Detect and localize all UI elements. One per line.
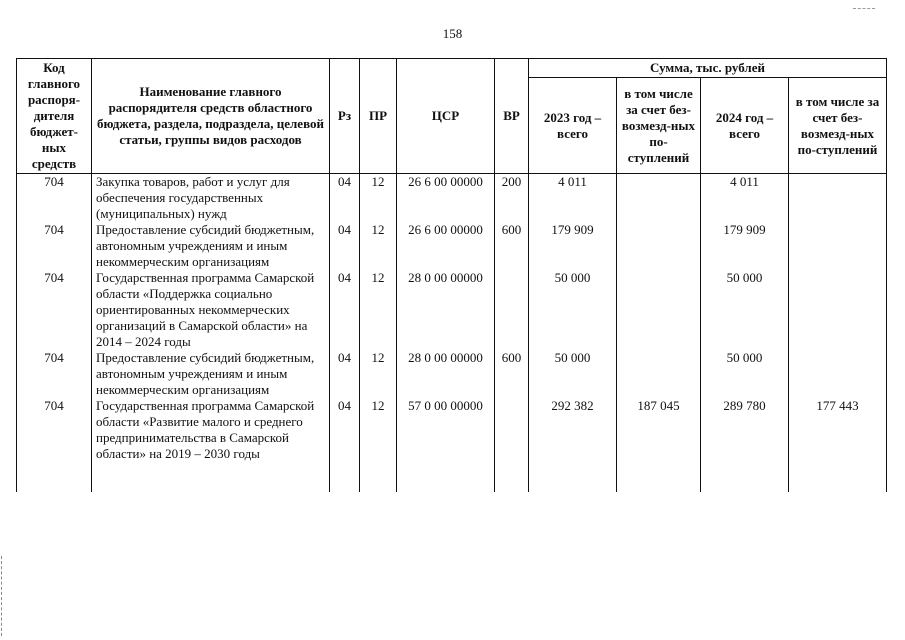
cell-code: 704 xyxy=(17,174,92,223)
cell-csr: 28 0 00 00000 xyxy=(397,270,495,350)
table-row xyxy=(17,270,887,350)
cell-pr: 12 xyxy=(360,270,397,350)
header-2024-grants: в том числе за счет без-возмезд-ных по-ступлений xyxy=(789,78,887,174)
spacer-cell xyxy=(330,462,360,492)
header-row-1 xyxy=(17,59,887,78)
cell-2023-grants: 187 045 xyxy=(617,398,701,462)
spacer-cell xyxy=(360,462,397,492)
cell-vr xyxy=(495,270,529,350)
cell-2023-total: 179 909 xyxy=(529,222,617,270)
spacer-cell xyxy=(701,462,789,492)
spacer-cell xyxy=(789,462,887,492)
cell-csr: 57 0 00 00000 xyxy=(397,398,495,462)
cell-rz: 04 xyxy=(330,270,360,350)
cell-2024-total: 50 000 xyxy=(701,350,789,398)
header-sum-group: Сумма, тыс. рублей xyxy=(529,59,887,78)
cell-name: Государственная программа Самарской области «Развитие малого и среднего предпринимательства в Самарской области» на 2019 – 2030 годы xyxy=(92,398,330,462)
cell-csr: 26 6 00 00000 xyxy=(397,174,495,223)
cell-name: Предоставление субсидий бюджетным, автономным учреждениям и иным некоммерческим организациям xyxy=(92,350,330,398)
cell-2023-grants xyxy=(617,222,701,270)
table-row xyxy=(17,222,887,270)
cell-2024-grants xyxy=(789,270,887,350)
table-row xyxy=(17,174,887,223)
cell-2023-grants xyxy=(617,270,701,350)
header-2024-total: 2024 год – всего xyxy=(701,78,789,174)
table-row xyxy=(17,398,887,462)
cell-rz: 04 xyxy=(330,174,360,223)
cell-vr: 200 xyxy=(495,174,529,223)
cell-pr: 12 xyxy=(360,174,397,223)
spacer-cell xyxy=(495,462,529,492)
cell-2024-grants: 177 443 xyxy=(789,398,887,462)
scan-mark-left xyxy=(1,556,4,636)
spacer-cell xyxy=(17,462,92,492)
cell-2024-grants xyxy=(789,350,887,398)
cell-code: 704 xyxy=(17,270,92,350)
spacer-cell xyxy=(397,462,495,492)
cell-rz: 04 xyxy=(330,350,360,398)
cell-name: Предоставление субсидий бюджетным, автономным учреждениям и иным некоммерческим организациям xyxy=(92,222,330,270)
cell-vr xyxy=(495,398,529,462)
header-name: Наименование главного распорядителя средств областного бюджета, раздела, подраздела, целевой статьи, группы видов расходов xyxy=(92,59,330,174)
header-pr: ПР xyxy=(360,59,397,174)
cell-pr: 12 xyxy=(360,350,397,398)
cell-2024-total: 4 011 xyxy=(701,174,789,223)
scan-mark xyxy=(853,8,875,10)
cell-2023-grants xyxy=(617,350,701,398)
cell-2024-total: 50 000 xyxy=(701,270,789,350)
cell-name: Государственная программа Самарской области «Поддержка социально ориентированных некоммерческих организаций в Самарской области» на 2014 – 2024 годы xyxy=(92,270,330,350)
cell-2024-grants xyxy=(789,222,887,270)
cell-csr: 28 0 00 00000 xyxy=(397,350,495,398)
header-code: Код главного распоря-дителя бюджет-ных средств xyxy=(17,59,92,174)
table-spacer-row xyxy=(17,462,887,492)
cell-rz: 04 xyxy=(330,398,360,462)
spacer-cell xyxy=(92,462,330,492)
spacer-cell xyxy=(617,462,701,492)
cell-2023-grants xyxy=(617,174,701,223)
cell-vr: 600 xyxy=(495,222,529,270)
page-number: 158 xyxy=(442,26,463,41)
cell-code: 704 xyxy=(17,398,92,462)
cell-2023-total: 50 000 xyxy=(529,350,617,398)
header-rz: Рз xyxy=(330,59,360,174)
table-row xyxy=(17,350,887,398)
cell-2023-total: 50 000 xyxy=(529,270,617,350)
header-vr: ВР xyxy=(495,59,529,174)
cell-vr: 600 xyxy=(495,350,529,398)
cell-pr: 12 xyxy=(360,398,397,462)
cell-pr: 12 xyxy=(360,222,397,270)
cell-name: Закупка товаров, работ и услуг для обеспечения государственных (муниципальных) нужд xyxy=(92,174,330,223)
cell-code: 704 xyxy=(17,222,92,270)
cell-code: 704 xyxy=(17,350,92,398)
header-2023-grants: в том числе за счет без-возмезд-ных по-ступлений xyxy=(617,78,701,174)
cell-rz: 04 xyxy=(330,222,360,270)
cell-2024-grants xyxy=(789,174,887,223)
cell-2023-total: 292 382 xyxy=(529,398,617,462)
cell-2023-total: 4 011 xyxy=(529,174,617,223)
budget-table xyxy=(16,58,887,492)
spacer-cell xyxy=(529,462,617,492)
cell-2024-total: 179 909 xyxy=(701,222,789,270)
header-csr: ЦСР xyxy=(397,59,495,174)
cell-2024-total: 289 780 xyxy=(701,398,789,462)
header-2023-total: 2023 год – всего xyxy=(529,78,617,174)
cell-csr: 26 6 00 00000 xyxy=(397,222,495,270)
table-body xyxy=(17,174,887,493)
